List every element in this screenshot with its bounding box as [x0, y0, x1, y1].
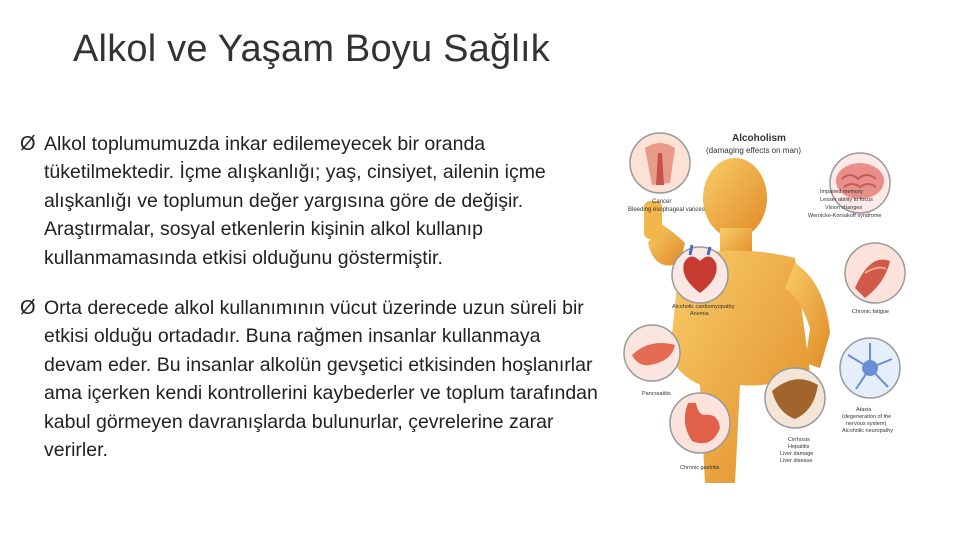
- brain-label: Vision changes: [825, 205, 863, 211]
- muscle-label: Chronic fatigue: [852, 309, 889, 315]
- bullet-text: Orta derecede alkol kullanımının vücut üzerinde uzun süreli bir etkisi olduğu ortadadır. Buna rağmen insanlar kullanmaya devam eder. Bu insanlar alkolün gevşetici etkisinden hoşlanırlar ama içerken kendi kontrollerini kaybederler ve toplum tarafından kabul görmeyen davranışlarda bulunurlar, çevrelerine zarar verirler.: [44, 297, 598, 462]
- liver-circle: [765, 368, 825, 428]
- brain-label: Impaired memory: [820, 189, 863, 195]
- heart-label: Alcoholic cardiomyopathy: [672, 304, 735, 310]
- bullet-text: Alkol toplumumuzda inkar edilemeyecek bir oranda tüketilmektedir. İçme alışkanlığı; yaş, cinsiyet, ailenin içme alışkanlığı ve toplumun değer yargısına göre de değişir. Araştırmalar, sosyal etkenlerin kişinin alkol kullanıp kullanmamasında etkisi olduğunu göstermiştir.: [44, 133, 546, 269]
- brain-label: Lesser ability to focus: [820, 197, 873, 203]
- bullet-item: [20, 294, 600, 464]
- bullet-list: [20, 130, 600, 486]
- liver-label: Liver damage: [780, 451, 814, 457]
- liver-label: Liver disease: [780, 458, 813, 464]
- heart-label: Anemia: [690, 311, 709, 317]
- alcoholism-diagram: [620, 123, 910, 483]
- stomach-label: Chronic gastritis: [680, 465, 720, 471]
- arrow-bullet-icon: Ø: [20, 297, 36, 320]
- stomach-circle: [670, 393, 730, 453]
- throat-circle: [630, 133, 690, 193]
- alcoholism-illustration: [620, 123, 910, 483]
- pancreas-label: Pancreatitis: [642, 391, 671, 397]
- brain-circle: [830, 153, 890, 213]
- liver-label: Hepatitis: [788, 444, 810, 450]
- nerve-label: (degeneration of the: [842, 414, 892, 420]
- nerve-label: nervous system): [846, 421, 887, 427]
- nerve-circle: [840, 338, 900, 398]
- pancreas-circle: [624, 325, 680, 381]
- throat-label: Cancer: [652, 199, 672, 205]
- slide-title: Alkol ve Yaşam Boyu Sağlık: [73, 28, 550, 70]
- figure-title: Alcoholism: [732, 133, 786, 144]
- arrow-bullet-icon: Ø: [20, 133, 36, 155]
- liver-label: Cirrhosis: [788, 437, 810, 443]
- nerve-label: Alcoholic neuropathy: [842, 428, 894, 434]
- nerve-label: Ataxia: [856, 407, 872, 413]
- brain-label: Wernicke-Korsakoff syndrome: [808, 213, 882, 219]
- muscle-circle: [845, 243, 905, 303]
- figure-subtitle: (damaging effects on man): [706, 146, 802, 155]
- bullet-item: [20, 130, 600, 272]
- throat-label: Bleeding esophageal varices: [628, 207, 705, 213]
